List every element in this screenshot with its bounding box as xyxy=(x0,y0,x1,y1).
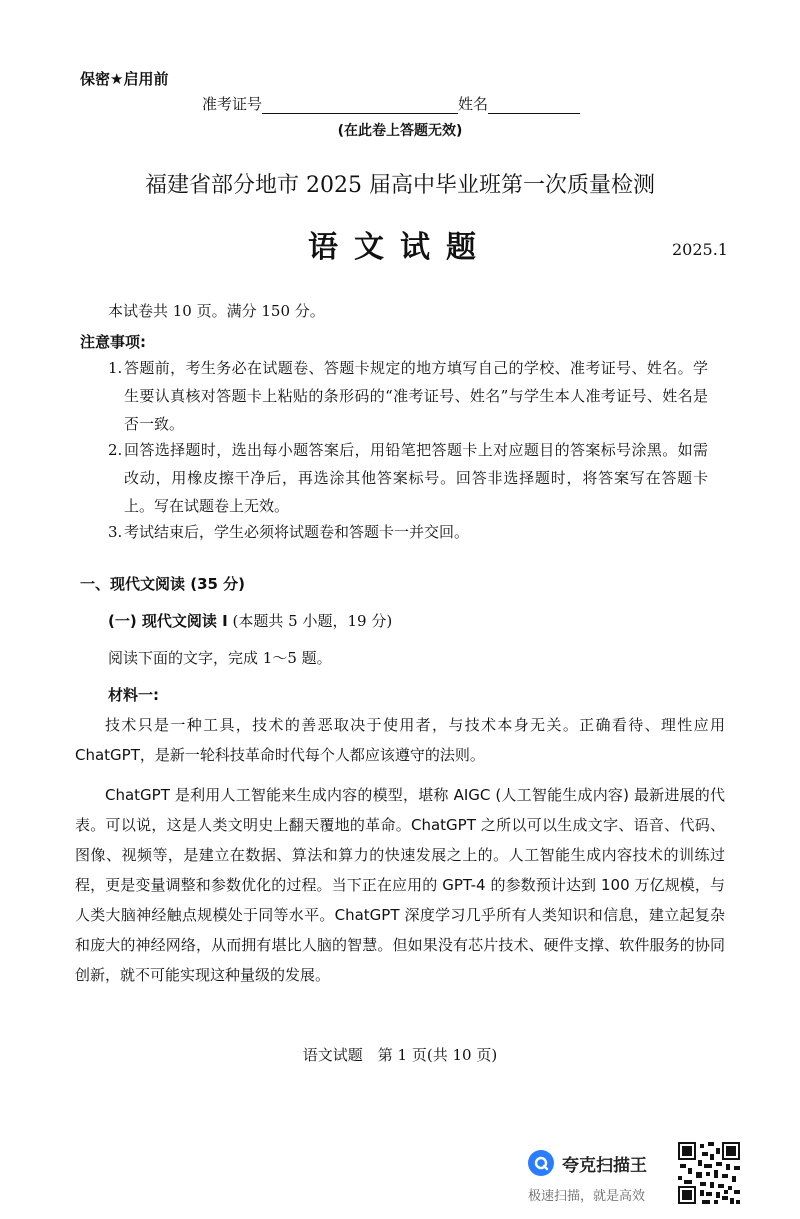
id-blank xyxy=(262,98,458,114)
note-item xyxy=(108,354,708,438)
name-label: 姓名 xyxy=(458,95,489,113)
exam-info: 本试卷共 10 页。满分 150 分。 xyxy=(108,302,325,320)
exam-title: 福建省部分地市 2025 届高中毕业班第一次质量检测 xyxy=(145,173,655,198)
note-item xyxy=(108,436,708,520)
scanner-watermark xyxy=(528,1150,647,1176)
subject-title: 语文试题 xyxy=(308,230,492,265)
note-item xyxy=(108,518,708,546)
confidential-label: 保密★启用前 xyxy=(80,70,169,88)
scanner-logo-icon xyxy=(528,1150,554,1176)
note-text: 考试结束后，学生必须将试题卷和答题卡一并交回。 xyxy=(124,523,470,541)
candidate-info-line xyxy=(202,93,580,114)
material-label: 材料一: xyxy=(108,686,159,704)
material-paragraph: ChatGPT 是利用人工智能来生成内容的模型，堪称 AIGC (人工智能生成内容) 最新进展的代表。可以说，这是人类文明史上翻天覆地的革命。ChatGPT 之所以可以生成文字、语音、代码、图像、视频等，是建立在数据、算法和算力的快速发展之上的。人工智能生成内容技术的训练过程，更是变量调整和参数优化的过程。当下正在应用的 GPT-4 的参数预计达到 100 万亿规模，与人类大脑神经触点规模处于同等水平。ChatGPT 深度学习几乎所有人类知识和信息，建立起复杂和庞大的神经网络，从而拥有堪比人脑的智慧。但如果没有芯片技术、硬件支撑、软件服务的协同创新，就不可能实现这种量级的发展。 xyxy=(75,786,725,984)
scanner-tagline: 极速扫描，就是高效 xyxy=(528,1189,646,1204)
note-text: 回答选择题时，选出每小题答案后，用铅笔把答题卡上对应题目的答案标号涂黑。如需改动，用橡皮擦干净后，再选涂其他答案标号。回答非选择题时，将答案写在答题卡上。写在试题卷上无效。 xyxy=(124,441,708,515)
section-heading: 一、现代文阅读 (35 分) xyxy=(80,575,246,593)
note-number: 3. xyxy=(108,523,123,541)
note-number: 2. xyxy=(108,441,123,459)
name-blank xyxy=(488,98,580,114)
subsection-note: (本题共 5 小题，19 分) xyxy=(232,612,393,630)
qr-code-icon xyxy=(678,1142,740,1204)
subsection-title: (一) 现代文阅读 Ⅰ xyxy=(108,612,228,630)
scanner-brand: 夸克扫描王 xyxy=(562,1155,647,1176)
exam-date: 2025.1 xyxy=(672,240,728,259)
reading-instruction: 阅读下面的文字，完成 1～5 题。 xyxy=(108,649,332,667)
id-label: 准考证号 xyxy=(202,95,263,113)
note-number: 1. xyxy=(108,359,123,377)
note-text: 答题前，考生务必在试题卷、答题卡规定的地方填写自己的学校、准考证号、姓名。学生要认真核对答题卡上粘贴的条形码的“准考证号、姓名”与学生本人准考证号、姓名是否一致。 xyxy=(124,359,708,433)
notes-heading: 注意事项: xyxy=(80,333,146,351)
invalid-note: (在此卷上答题无效) xyxy=(337,123,463,139)
material-paragraph: 技术只是一种工具，技术的善恶取决于使用者，与技术本身无关。正确看待、理性应用 ChatGPT，是新一轮科技革命时代每个人都应该遵守的法则。 xyxy=(75,716,725,764)
page-footer: 语文试题 第 1 页(共 10 页) xyxy=(302,1046,498,1064)
subsection-heading xyxy=(108,610,392,631)
